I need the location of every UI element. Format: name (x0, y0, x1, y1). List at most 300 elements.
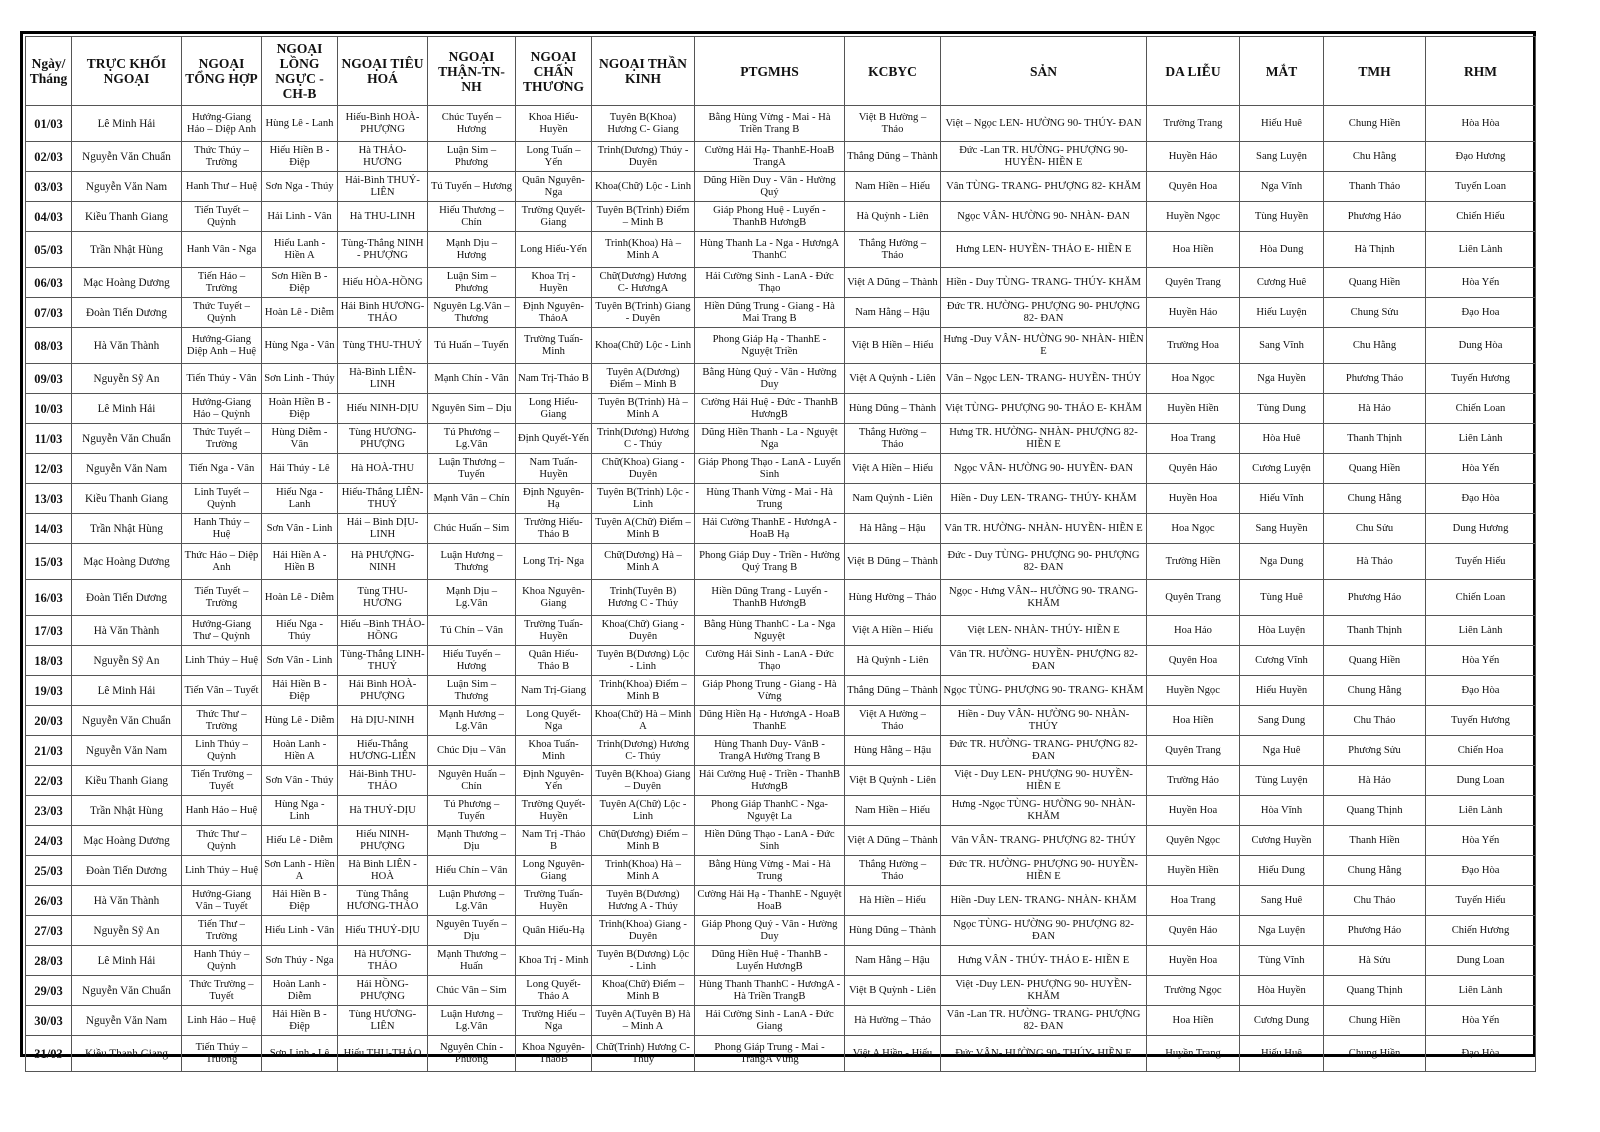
table-cell: Quyên Trang (1147, 580, 1240, 616)
table-row (26, 1036, 1536, 1072)
table-cell: Hải Thúy - Lê (262, 454, 338, 484)
table-cell: Hà THẢO-HƯƠNG (338, 142, 428, 172)
table-cell: Chung Hằng (1324, 676, 1426, 706)
table-cell: Vân TR. HƯỜNG- NHÀN- HUYỀN- HIỀN E (941, 514, 1147, 544)
header-ngoai-chan-thuong: NGOẠI CHẤN THƯƠNG (516, 37, 592, 106)
table-row (26, 202, 1536, 232)
table-cell: Hùng Thanh La - Nga - HươngA ThanhC (695, 232, 845, 268)
table-cell: Hà Hảo (1324, 394, 1426, 424)
table-cell: Hiếu Linh - Vân (262, 916, 338, 946)
table-row (26, 946, 1536, 976)
table-cell: Hùng Dũng – Thành (845, 394, 941, 424)
table-cell: Hà Thảo (1324, 544, 1426, 580)
table-cell: Nam Hiền – Hiếu (845, 796, 941, 826)
table-cell: Trinh(Khoa) Điểm – Minh B (592, 676, 695, 706)
table-cell: Tú Tuyến – Hương (428, 172, 516, 202)
table-cell: Tuyên A(Tuyên B) Hà – Minh A (592, 1006, 695, 1036)
table-cell: Cường Hải Hạ- ThanhE-HoaB TrangA (695, 142, 845, 172)
table-cell: Tuyên B(Dương) Hương A - Thúy (592, 886, 695, 916)
table-cell: Hiếu Thương – Chín (428, 202, 516, 232)
duty-doctor-cell: Lê Minh Hải (72, 676, 182, 706)
table-cell: Hiếu NINH-DỊU (338, 394, 428, 424)
table-cell: Hà Bình LIÊN - HOÀ (338, 856, 428, 886)
duty-doctor-cell: Lê Minh Hải (72, 394, 182, 424)
table-cell: Huyền Hiền (1147, 856, 1240, 886)
table-cell: Huyền Trang (1147, 1036, 1240, 1072)
table-cell: Hải Hiền B - Điệp (262, 1006, 338, 1036)
table-cell: Thanh Thịnh (1324, 424, 1426, 454)
table-cell: Luận Phương – Lg.Vân (428, 886, 516, 916)
table-cell: Hà Hảo (1324, 766, 1426, 796)
table-cell: Dung Loan (1426, 946, 1536, 976)
table-row (26, 766, 1536, 796)
date-cell: 13/03 (26, 484, 72, 514)
table-cell: Dũng Hiền Thanh - La - Nguyệt Nga (695, 424, 845, 454)
table-cell: Thắng Dũng – Thành (845, 676, 941, 706)
table-cell: Tùng THU-THUỶ (338, 328, 428, 364)
table-cell: Hoa Hiền (1147, 232, 1240, 268)
table-row (26, 394, 1536, 424)
table-cell: Hoa Hiền (1147, 706, 1240, 736)
table-cell: Hoàn Lê - Diễm (262, 298, 338, 328)
table-cell: Hiếu Huê (1240, 1036, 1324, 1072)
date-cell: 15/03 (26, 544, 72, 580)
table-cell: Trinh(Dương) Hương C - Thúy (592, 424, 695, 454)
table-cell: Hoa Hảo (1147, 616, 1240, 646)
table-cell: Hà DỊU-NINH (338, 706, 428, 736)
table-cell: Giáp Phong Thạo - LanA - Luyến Sinh (695, 454, 845, 484)
table-cell: Trường Hảo (1147, 766, 1240, 796)
header-san: SẢN (941, 37, 1147, 106)
table-cell: Ngọc TÙNG- HƯỜNG 90- PHƯỢNG 82- ĐAN (941, 916, 1147, 946)
table-cell: Đạo Hòa (1426, 856, 1536, 886)
table-cell: Hòa Yến (1426, 1006, 1536, 1036)
table-cell: Đạo Hòa (1426, 484, 1536, 514)
date-cell: 11/03 (26, 424, 72, 454)
date-cell: 10/03 (26, 394, 72, 424)
table-row (26, 580, 1536, 616)
table-cell: Linh Hảo – Huệ (182, 1006, 262, 1036)
table-cell: Đức TR. HƯỜNG- PHƯỢNG 90- HUYỀN- HIỀN E (941, 856, 1147, 886)
table-cell: Hùng Thanh Vừng - Mai - Hà Trung (695, 484, 845, 514)
table-row (26, 268, 1536, 298)
table-cell: Hiếu THUỶ-DỊU (338, 916, 428, 946)
table-cell: Hòa Yến (1426, 268, 1536, 298)
table-cell: Hà Hiền – Hiếu (845, 886, 941, 916)
table-cell: Trinh(Dương) Hương C- Thúy (592, 736, 695, 766)
table-row (26, 454, 1536, 484)
table-cell: Huyền Hảo (1147, 298, 1240, 328)
date-cell: 02/03 (26, 142, 72, 172)
table-row (26, 544, 1536, 580)
duty-doctor-cell: Nguyễn Văn Chuẩn (72, 706, 182, 736)
table-cell: Hà HƯƠNG-THẢO (338, 946, 428, 976)
table-cell: Hiếu HÒA-HỒNG (338, 268, 428, 298)
table-cell: Quân Hiếu-Thảo B (516, 646, 592, 676)
date-cell: 14/03 (26, 514, 72, 544)
table-cell: Định Nguyên-Hạ (516, 484, 592, 514)
table-cell: Hùng Lê - Diễm (262, 706, 338, 736)
table-cell: Tùng Thắng HƯƠNG-THẢO (338, 886, 428, 916)
table-row (26, 484, 1536, 514)
header-mat: MẮT (1240, 37, 1324, 106)
table-cell: Việt -Duy LEN- PHƯỢNG 90- HUYỀN- KHĂM (941, 976, 1147, 1006)
table-cell: Tuyên B(Khoa) Giang – Duyên (592, 766, 695, 796)
table-cell: Chiến Hiếu (1426, 202, 1536, 232)
table-cell: Hòa Yến (1426, 454, 1536, 484)
table-cell: Hiếu THU-THẢO (338, 1036, 428, 1072)
table-cell: Tú Phương – Tuyến (428, 796, 516, 826)
table-cell: Hiền - Duy VÂN- HƯỜNG 90- NHÀN- THÚY (941, 706, 1147, 736)
date-cell: 29/03 (26, 976, 72, 1006)
table-cell: Mạnh Dịu – Hương (428, 232, 516, 268)
table-cell: Vân TR. HƯỜNG- HUYỀN- PHƯỢNG 82- ĐAN (941, 646, 1147, 676)
table-cell: Quyên Trang (1147, 268, 1240, 298)
table-cell: Chung Sửu (1324, 298, 1426, 328)
table-row (26, 976, 1536, 1006)
table-cell: Chu Hằng (1324, 328, 1426, 364)
table-cell: Trinh(Khoa) Hà – Minh A (592, 856, 695, 886)
table-cell: Nam Trị-Giang (516, 676, 592, 706)
table-cell: Hà Quỳnh - Liên (845, 202, 941, 232)
table-cell: Hoa Trang (1147, 424, 1240, 454)
table-cell: Mạnh Thương – Huấn (428, 946, 516, 976)
table-row (26, 646, 1536, 676)
table-cell: Trinh(Tuyên B) Hương C - Thúy (592, 580, 695, 616)
table-cell: Hà-Bình LIÊN-LINH (338, 364, 428, 394)
duty-doctor-cell: Kiều Thanh Giang (72, 766, 182, 796)
table-cell: Sơn Hiền B - Điệp (262, 268, 338, 298)
table-cell: Trường Quyết- Huyền (516, 796, 592, 826)
table-cell: Hùng Diễm - Vân (262, 424, 338, 454)
duty-doctor-cell: Nguyễn Sỹ An (72, 364, 182, 394)
table-cell: Huyền Ngọc (1147, 202, 1240, 232)
table-cell: Thức Thư – Quỳnh (182, 826, 262, 856)
table-cell: Cương Vĩnh (1240, 646, 1324, 676)
date-cell: 16/03 (26, 580, 72, 616)
table-cell: Khoa(Chữ) Hà – Minh A (592, 706, 695, 736)
date-cell: 07/03 (26, 298, 72, 328)
table-cell: Quyên Hoa (1147, 646, 1240, 676)
table-cell: Long Quyết-Thảo A (516, 976, 592, 1006)
table-cell: Hiếu –Bình THẢO-HỒNG (338, 616, 428, 646)
table-cell: Hiền Dũng Trang - Luyến - ThanhB HươngB (695, 580, 845, 616)
table-cell: Thắng Hường – Thảo (845, 424, 941, 454)
table-cell: Hà Hường – Thảo (845, 1006, 941, 1036)
table-cell: Long Nguyên-Giang (516, 856, 592, 886)
table-cell: Mạnh Thương – Dịu (428, 826, 516, 856)
table-cell: Chu Hằng (1324, 142, 1426, 172)
table-cell: Linh Thúy – Huệ (182, 646, 262, 676)
table-cell: Sơn Vân - Linh (262, 646, 338, 676)
date-cell: 06/03 (26, 268, 72, 298)
table-cell: Phong Giáp Hạ - ThanhE - Nguyệt Triền (695, 328, 845, 364)
table-cell: Việt B Hường – Thảo (845, 106, 941, 142)
date-cell: 05/03 (26, 232, 72, 268)
table-cell: Đạo Hương (1426, 142, 1536, 172)
table-cell: Luận Sim – Phương (428, 142, 516, 172)
table-cell: Liên Lành (1426, 232, 1536, 268)
table-cell: Hải Cường ThanhE - HươngA - HoaB Hạ (695, 514, 845, 544)
table-cell: Tuyến Hương (1426, 364, 1536, 394)
table-cell: Định Nguyên-ThảoA (516, 298, 592, 328)
duty-doctor-cell: Đoàn Tiến Dương (72, 298, 182, 328)
table-cell: Chiến Loan (1426, 580, 1536, 616)
table-cell: Hiếu-Thắng LIÊN-THUỶ (338, 484, 428, 514)
table-cell: Huyền Hoa (1147, 946, 1240, 976)
table-cell: Tiến Tuyết – Quỳnh (182, 202, 262, 232)
table-cell: Dũng Hiền Hạ - HươngA - HoaB ThanhE (695, 706, 845, 736)
table-cell: Cương Luyện (1240, 454, 1324, 484)
table-cell: Việt - Duy LEN- PHƯỢNG 90- HUYỀN- HIỀN E (941, 766, 1147, 796)
table-cell: Nguyên Sim – Dịu (428, 394, 516, 424)
table-cell: Huyền Hoa (1147, 484, 1240, 514)
table-cell: Liên Lành (1426, 976, 1536, 1006)
table-cell: Việt A Quỳnh - Liên (845, 364, 941, 394)
duty-doctor-cell: Đoàn Tiến Dương (72, 856, 182, 886)
table-cell: Hà Quỳnh - Liên (845, 646, 941, 676)
table-cell: Đạo Hoa (1426, 298, 1536, 328)
table-cell: Hùng Hường – Thảo (845, 580, 941, 616)
date-cell: 01/03 (26, 106, 72, 142)
duty-doctor-cell: Hà Văn Thành (72, 328, 182, 364)
duty-doctor-cell: Lê Minh Hải (72, 946, 182, 976)
table-cell: Chung Hiền (1324, 106, 1426, 142)
table-cell: Linh Tuyết – Quỳnh (182, 484, 262, 514)
table-cell: Nga Vĩnh (1240, 172, 1324, 202)
table-cell: Khoa Trị - Huyền (516, 268, 592, 298)
table-cell: Trường Hiền (1147, 544, 1240, 580)
table-cell: Trinh(Dương) Thúy - Duyên (592, 142, 695, 172)
table-cell: Nam Hằng – Hậu (845, 946, 941, 976)
table-cell: Bằng Hùng Quý - Vân - Hường Duy (695, 364, 845, 394)
table-cell: Nguyên Huấn – Chín (428, 766, 516, 796)
table-cell: Sang Huyền (1240, 514, 1324, 544)
table-cell: Việt LEN- NHÀN- THÚY- HIỀN E (941, 616, 1147, 646)
table-cell: Cường Hải Huệ - Đức - ThanhB HươngB (695, 394, 845, 424)
table-cell: Hà Thịnh (1324, 232, 1426, 268)
table-cell: Phương Hảo (1324, 916, 1426, 946)
table-cell: Chung Hằng (1324, 856, 1426, 886)
table-cell: Khoa(Chữ) Điểm – Minh B (592, 976, 695, 1006)
table-cell: Tuyên A(Dương) Điểm – Minh B (592, 364, 695, 394)
table-cell: Tùng HƯƠNG-PHƯỢNG (338, 424, 428, 454)
table-cell: Trường Tuấn-Huyền (516, 886, 592, 916)
table-cell: Thức Trường – Tuyết (182, 976, 262, 1006)
table-cell: Thanh Hiền (1324, 826, 1426, 856)
table-cell: Hải-Bình THUỶ-LIÊN (338, 172, 428, 202)
table-cell: Hiếu NINH-PHƯỢNG (338, 826, 428, 856)
table-cell: Tiến Tuyết – Trường (182, 580, 262, 616)
table-row (26, 616, 1536, 646)
table-cell: Nam Trị-Thảo B (516, 364, 592, 394)
table-cell: Đức TR. HƯỜNG- TRANG- PHƯỢNG 82- ĐAN (941, 736, 1147, 766)
table-cell: Hiếu Hiền B - Điệp (262, 142, 338, 172)
table-cell: Hà PHƯỢNG-NINH (338, 544, 428, 580)
table-row (26, 736, 1536, 766)
table-cell: Chữ(Dương) Điểm – Minh B (592, 826, 695, 856)
date-cell: 04/03 (26, 202, 72, 232)
date-cell: 27/03 (26, 916, 72, 946)
table-cell: Quang Thịnh (1324, 976, 1426, 1006)
table-cell: Vân -Lan TR. HƯỜNG- TRANG- PHƯỢNG 82- ĐAN (941, 1006, 1147, 1036)
table-cell: Hiếu Huyền (1240, 676, 1324, 706)
table-cell: Đức -Lan TR. HƯỜNG- PHƯỢNG 90- HUYỀN- HIỀN E (941, 142, 1147, 172)
header-da-lieu: DA LIỄU (1147, 37, 1240, 106)
table-row (26, 142, 1536, 172)
table-cell: Sơn Linh - Thúy (262, 364, 338, 394)
duty-doctor-cell: Nguyễn Văn Chuẩn (72, 424, 182, 454)
table-cell: Hải Cường Sinh - LanA - Đức Giang (695, 1006, 845, 1036)
table-cell: Chung Hiền (1324, 1006, 1426, 1036)
table-row (26, 826, 1536, 856)
table-cell: Hiếu Lanh - Hiền A (262, 232, 338, 268)
table-cell: Sang Vĩnh (1240, 328, 1324, 364)
table-cell: Linh Thúy – Huệ (182, 856, 262, 886)
table-cell: Hiếu-Bình HOÀ-PHƯỢNG (338, 106, 428, 142)
table-row (26, 364, 1536, 394)
table-cell: Hải Cường Huệ - Triền - ThanhB HươngB (695, 766, 845, 796)
table-cell: Phương Hảo (1324, 202, 1426, 232)
table-cell: Đức - Duy TÙNG- PHƯỢNG 90- PHƯỢNG 82- ĐAN (941, 544, 1147, 580)
table-cell: Thắng Dũng – Thành (845, 142, 941, 172)
table-cell: Đạo Hòa (1426, 1036, 1536, 1072)
table-cell: Cương Huyền (1240, 826, 1324, 856)
table-cell: Dũng Hiền Huệ - ThanhB - Luyến HươngB (695, 946, 845, 976)
table-cell: Chu Thảo (1324, 706, 1426, 736)
table-row (26, 424, 1536, 454)
date-cell: 03/03 (26, 172, 72, 202)
table-cell: Đức TR. HƯỜNG- PHƯỢNG 90- PHƯỢNG 82- ĐAN (941, 298, 1147, 328)
date-cell: 31/03 (26, 1036, 72, 1072)
table-cell: Việt B Hiền – Hiếu (845, 328, 941, 364)
duty-doctor-cell: Hà Văn Thành (72, 886, 182, 916)
table-cell: Chữ(Trinh) Hương C- Thúy (592, 1036, 695, 1072)
table-cell: Khoa(Chữ) Giang - Duyên (592, 616, 695, 646)
table-cell: Hùng Nga - Linh (262, 796, 338, 826)
duty-doctor-cell: Kiều Thanh Giang (72, 1036, 182, 1072)
table-cell: Chúc Tuyến – Hương (428, 106, 516, 142)
table-cell: Trường Ngọc (1147, 976, 1240, 1006)
table-cell: Liên Lành (1426, 424, 1536, 454)
table-cell: Hoa Trang (1147, 886, 1240, 916)
table-cell: Tùng HƯƠNG-LIÊN (338, 1006, 428, 1036)
table-cell: Hà THU-LINH (338, 202, 428, 232)
table-cell: Thanh Thịnh (1324, 616, 1426, 646)
table-cell: Tuyên B(Trinh) Giang - Duyên (592, 298, 695, 328)
table-cell: Hướng-Giang Diệp Anh – Huệ (182, 328, 262, 364)
table-cell: Giáp Phong Trung - Giang - Hà Vừng (695, 676, 845, 706)
table-cell: Long Hiếu-Giang (516, 394, 592, 424)
table-cell: Sơn Vân - Thúy (262, 766, 338, 796)
duty-doctor-cell: Hà Văn Thành (72, 616, 182, 646)
table-cell: Tuyên B(Trinh) Hà – Minh A (592, 394, 695, 424)
header-row (26, 37, 1536, 106)
duty-doctor-cell: Mạc Hoàng Dương (72, 826, 182, 856)
table-cell: Hanh Thúy – Quỳnh (182, 946, 262, 976)
date-cell: 19/03 (26, 676, 72, 706)
table-cell: Quyên Hảo (1147, 916, 1240, 946)
table-cell: Sơn Linh - Lê (262, 1036, 338, 1072)
date-cell: 09/03 (26, 364, 72, 394)
table-cell: Chúc Huấn – Sim (428, 514, 516, 544)
table-cell: Tuyên B(Dương) Lộc - Linh (592, 946, 695, 976)
table-cell: Nga Huê (1240, 736, 1324, 766)
table-cell: Nam Hiền – Hiếu (845, 172, 941, 202)
table-cell: Nam Trị -Thảo B (516, 826, 592, 856)
table-cell: Tùng Huê (1240, 580, 1324, 616)
table-cell: Phương Thảo (1324, 364, 1426, 394)
table-cell: Mạnh Vân – Chín (428, 484, 516, 514)
table-cell: Hiếu Nga - Lanh (262, 484, 338, 514)
table-cell: Phương Sửu (1324, 736, 1426, 766)
table-cell: Sơn Lanh - Hiền A (262, 856, 338, 886)
table-row (26, 172, 1536, 202)
table-row (26, 796, 1536, 826)
table-cell: Tuyên A(Chữ) Lộc - Linh (592, 796, 695, 826)
table-cell: Hải Hiền A - Hiền B (262, 544, 338, 580)
table-cell: Hải Cường Sinh - LanA - Đức Thạo (695, 268, 845, 298)
table-cell: Sang Dung (1240, 706, 1324, 736)
table-cell: Hanh Thư – Huệ (182, 172, 262, 202)
duty-doctor-cell: Nguyễn Văn Nam (72, 454, 182, 484)
table-cell: Khoa Hiếu-Huyền (516, 106, 592, 142)
date-cell: 20/03 (26, 706, 72, 736)
table-cell: Tuyến Hương (1426, 706, 1536, 736)
table-cell: Việt A Hiền - Hiếu (845, 1036, 941, 1072)
table-cell: Khoa Tuấn-Minh (516, 736, 592, 766)
table-cell: Tuyên B(Trinh) Điểm – Minh B (592, 202, 695, 232)
table-cell: Hà Hằng – Hậu (845, 514, 941, 544)
table-cell: Hưng LEN- HUYỀN- THẢO E- HIỀN E (941, 232, 1147, 268)
table-cell: Hướng-Giang Hảo – Diệp Anh (182, 106, 262, 142)
table-cell: Bằng Hùng ThanhC - La - Nga Nguyệt (695, 616, 845, 646)
table-cell: Hoàn Hiền B - Điệp (262, 394, 338, 424)
table-cell: Quang Hiền (1324, 268, 1426, 298)
duty-doctor-cell: Nguyễn Sỹ An (72, 916, 182, 946)
table-cell: Trường Trang (1147, 106, 1240, 142)
table-cell: Liên Lành (1426, 616, 1536, 646)
table-cell: Liên Lành (1426, 796, 1536, 826)
table-cell: Phong Giáp ThanhC - Nga- Nguyệt La (695, 796, 845, 826)
date-cell: 12/03 (26, 454, 72, 484)
table-cell: Tuyến Hiếu (1426, 544, 1536, 580)
table-cell: Chung Hằng (1324, 484, 1426, 514)
table-cell: Hoa Ngọc (1147, 514, 1240, 544)
table-cell: Sơn Vân - Linh (262, 514, 338, 544)
table-cell: Hanh Thúy – Huệ (182, 514, 262, 544)
table-cell: Chữ(Dương) Hà – Minh A (592, 544, 695, 580)
table-cell: Dung Hương (1426, 514, 1536, 544)
table-cell: Hoa Hiền (1147, 1006, 1240, 1036)
table-cell: Ngọc VÂN- HƯỜNG 90- NHÀN- ĐAN (941, 202, 1147, 232)
table-cell: Sơn Thúy - Nga (262, 946, 338, 976)
table-cell: Cương Huê (1240, 268, 1324, 298)
table-row (26, 886, 1536, 916)
table-cell: Việt A Dũng – Thành (845, 826, 941, 856)
table-cell: Hưng VÂN - THÚY- THẢO E- HIỀN E (941, 946, 1147, 976)
table-cell: Nam Hằng – Hậu (845, 298, 941, 328)
table-cell: Hoàn Lê - Diễm (262, 580, 338, 616)
duty-doctor-cell: Trần Nhật Hùng (72, 514, 182, 544)
table-cell: Khoa(Chữ) Lộc - Linh (592, 328, 695, 364)
table-cell: Long Tuấn – Yến (516, 142, 592, 172)
table-cell: Tiến Thúy - Vân (182, 364, 262, 394)
table-cell: Khoa Trị - Minh (516, 946, 592, 976)
date-cell: 17/03 (26, 616, 72, 646)
table-cell: Trường Tuấn-Huyền (516, 616, 592, 646)
table-cell: Thức Thúy – Trường (182, 142, 262, 172)
